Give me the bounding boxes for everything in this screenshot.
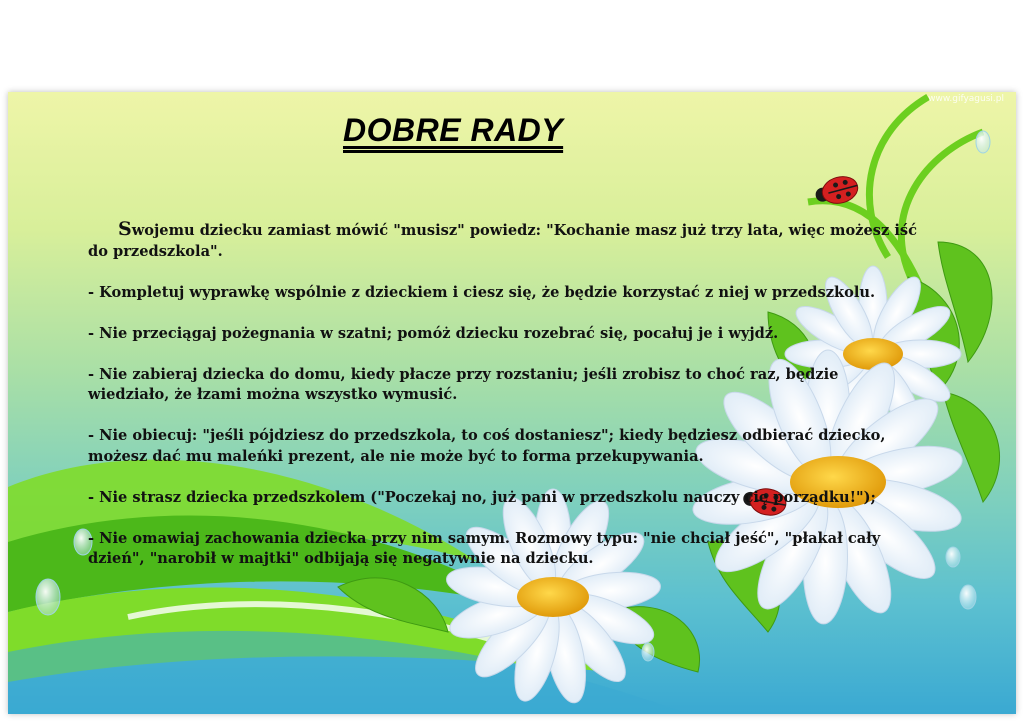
page-title: DOBRE RADY — [343, 112, 564, 148]
tip-item: - Nie obiecuj: "jeśli pójdziesz do przedszkola, to coś dostaniesz"; kiedy będziesz odbierać dziecko, możesz dać mu maleńki prezent, ale nie może być to forma przekupywania. — [88, 427, 886, 465]
intro-text: wojemu dziecku zamiast mówić "musisz" powiedz: "Kochanie masz już trzy lata, więc możesz iść do przedszkola". — [88, 222, 917, 260]
tip-item: - Nie zabieraj dziecka do domu, kiedy płacze przy rozstaniu; jeśli zrobisz to choć raz, będzie wiedziało, że łzami można wszystko wymusić. — [88, 365, 839, 403]
tip-item: - Nie przeciągaj pożegnania w szatni; pomóż dziecku rozebrać się, pocałuj je i wyjdź. — [88, 324, 779, 342]
tip-item: - Nie omawiaj zachowania dziecka przy nim samym. Rozmowy typu: "nie chciał jeść", "płakał cały dzień", "narobił w majtki" odbijają się negatywnie na dziecku. — [88, 529, 881, 567]
drop-cap: S — [118, 218, 132, 240]
advice-text — [88, 219, 918, 590]
intro-paragraph — [88, 219, 918, 262]
tip-item: - Nie strasz dziecka przedszkolem ("Poczekaj no, już pani w przedszkolu nauczy cię porządku!"); — [88, 488, 876, 506]
watermark: www.gifyagusi.pl — [928, 94, 1004, 104]
tip-item: - Kompletuj wyprawkę wspólnie z dzieckiem i ciesz się, że będzie korzystać z niej w przedszkolu. — [88, 283, 876, 301]
